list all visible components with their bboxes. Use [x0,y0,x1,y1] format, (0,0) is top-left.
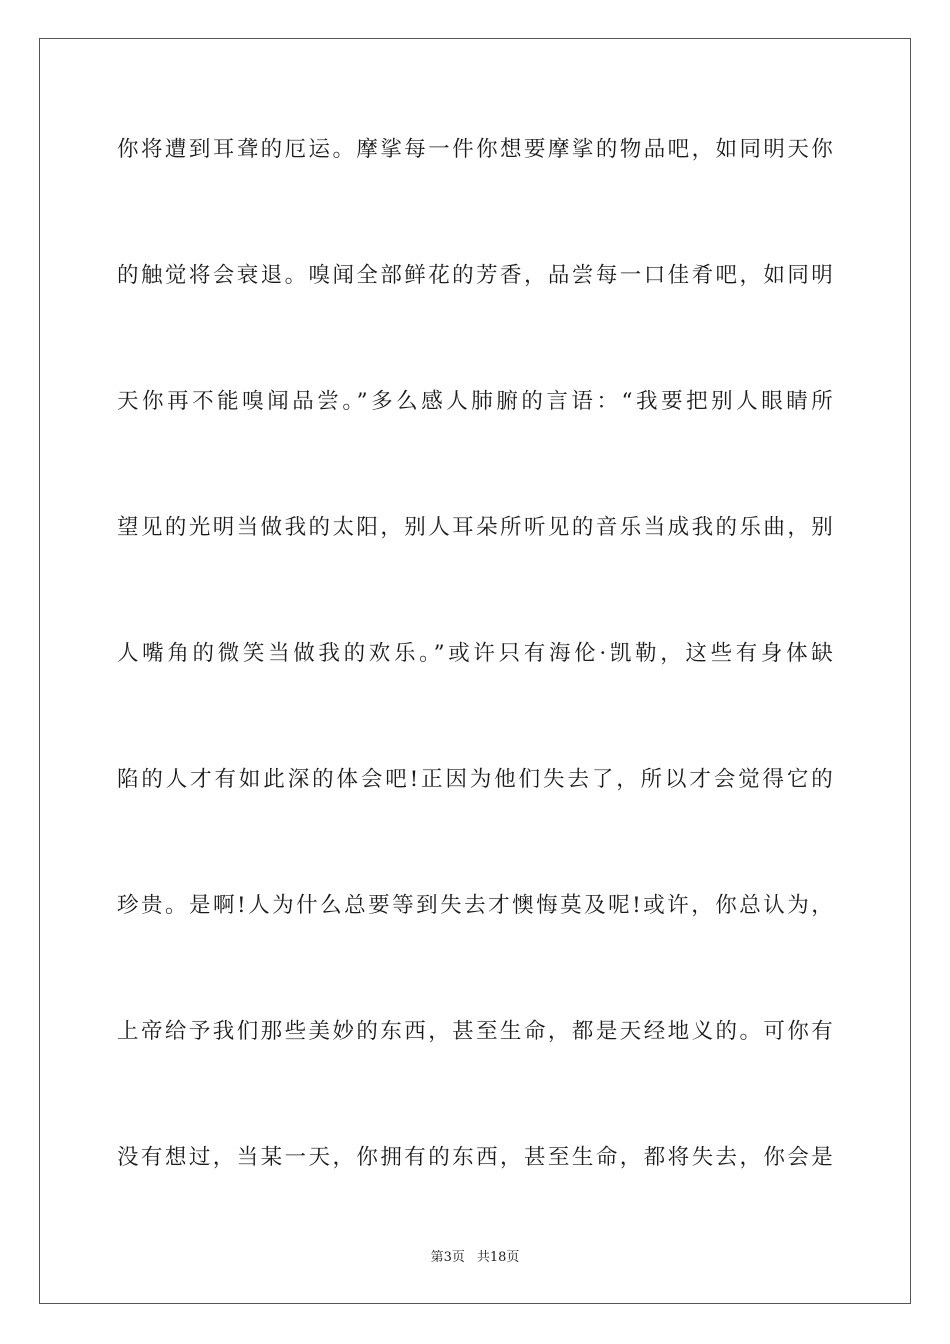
text-line: 珍贵。是啊!人为什么总要等到失去才懊悔莫及呢!或许，你总认为， [117,893,833,918]
text-line: 望见的光明当做我的太阳，别人耳朵所听见的音乐当成我的乐曲，别 [117,515,833,540]
text-line: 你将遭到耳聋的厄运。摩挲每一件你想要摩挲的物品吧，如同明天你 [117,137,833,162]
text-line: 上帝给予我们那些美妙的东西，甚至生命，都是天经地义的。可你有 [117,1019,833,1044]
page-number: 第3页 [430,1250,465,1265]
text-line: 天你再不能嗅闻品尝。”多么感人肺腑的言语：“我要把别人眼睛所 [117,389,833,414]
page-total: 共18页 [476,1250,520,1265]
page-footer [0,1246,950,1265]
document-body [117,124,833,1258]
text-line: 没有想过，当某一天，你拥有的东西，甚至生命，都将失去，你会是 [117,1145,833,1170]
text-line: 的触觉将会衰退。嗅闻全部鲜花的芳香，品尝每一口佳肴吧，如同明 [117,263,833,288]
text-line: 陷的人才有如此深的体会吧!正因为他们失去了，所以才会觉得它的 [117,767,833,792]
text-line: 人嘴角的微笑当做我的欢乐。”或许只有海伦·凯勒，这些有身体缺 [117,641,833,666]
